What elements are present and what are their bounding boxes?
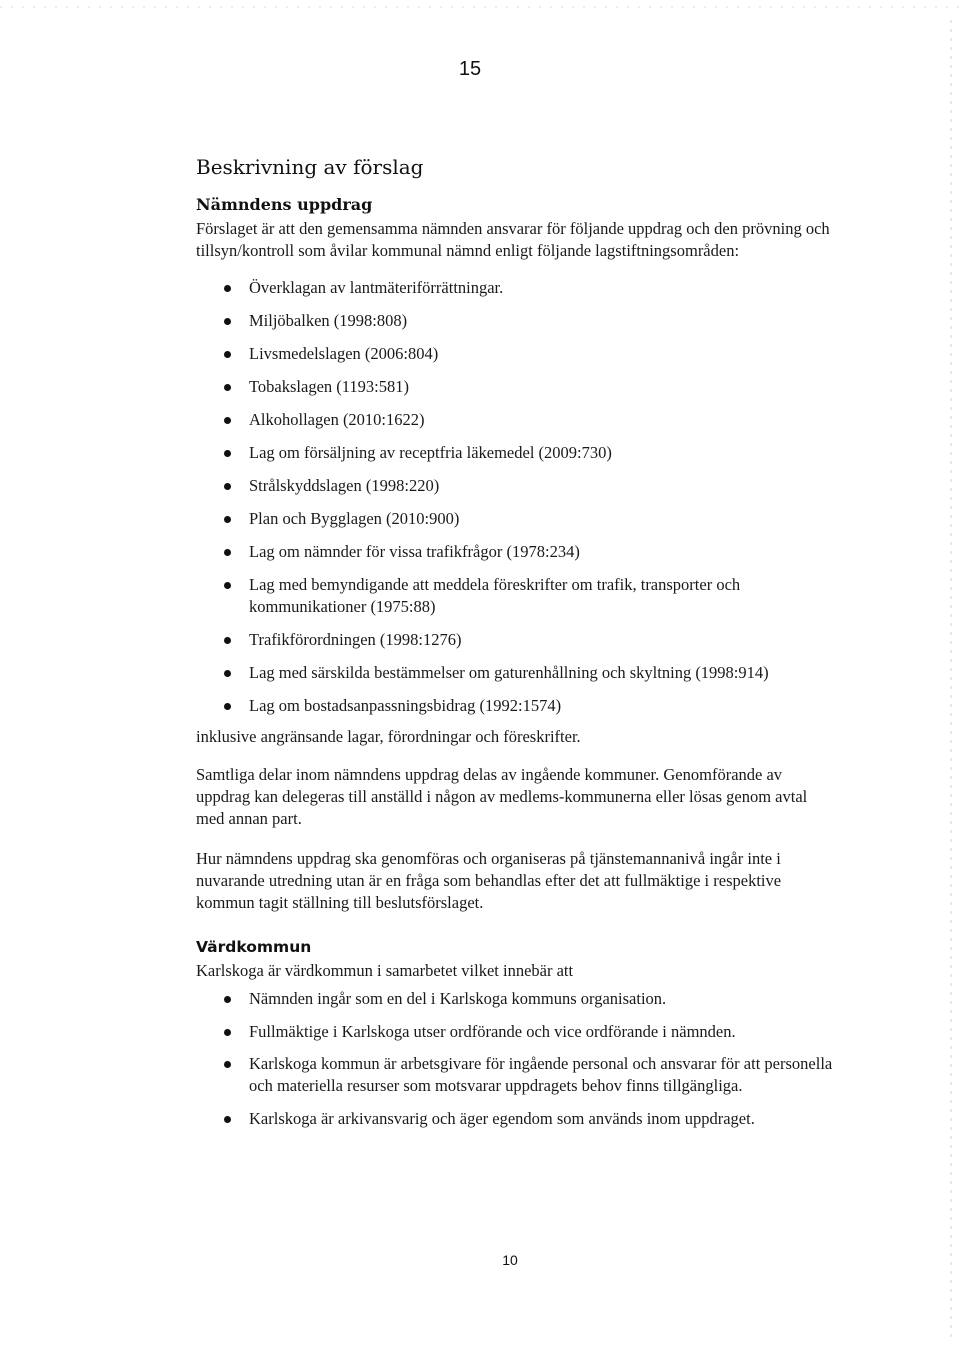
paragraph-shared-tasks: Samtliga delar inom nämndens uppdrag delas av ingående kommuner. Genomförande av uppdrag kan delegeras till anställd i någon av medlems-kommunerna eller lösas genom avtal med annan part.	[196, 765, 808, 828]
law-item	[196, 343, 836, 365]
bullet-icon	[224, 483, 231, 490]
vardkommun-text: Nämnden ingår som en del i Karlskoga kommuns organisation.	[249, 989, 667, 1008]
bullet-icon	[224, 384, 231, 391]
law-text: Miljöbalken (1998:808)	[249, 311, 408, 330]
vardkommun-item	[196, 1108, 836, 1130]
uppdrag-intro: Förslaget är att den gemensamma nämnden ansvarar för följande uppdrag och den prövning och tillsyn/kontroll som åvilar kommunal nämnd enligt följande lagstiftningsområden:	[196, 219, 830, 260]
bullet-icon	[224, 582, 231, 589]
law-item	[196, 574, 836, 618]
paragraph-organisation: Hur nämndens uppdrag ska genomföras och organiseras på tjänstemannanivå ingår inte i nuvarande utredning utan är en fråga som behandlas efter det att fullmäktige i respektive kommun tagit ställning till beslutsförslaget.	[196, 849, 782, 912]
law-text: Lag om nämnder för vissa trafikfrågor (1978:234)	[249, 542, 580, 561]
law-item	[196, 629, 836, 651]
vardkommun-text: Karlskoga är arkivansvarig och äger egendom som används inom uppdraget.	[249, 1108, 755, 1128]
law-item	[196, 376, 836, 398]
document-body	[196, 150, 836, 1140]
vardkommun-item	[196, 988, 836, 1010]
section-title: Beskrivning av förslag	[196, 155, 424, 179]
law-item	[196, 508, 836, 530]
law-item	[196, 541, 836, 563]
bullet-icon	[224, 996, 231, 1003]
law-text: Alkohollagen (2010:1622)	[249, 410, 425, 429]
page-number-bottom: 10	[502, 1252, 518, 1268]
vardkommun-item	[196, 1053, 836, 1097]
bullet-icon	[224, 1029, 231, 1036]
law-text: Tobakslagen (1193:581)	[249, 377, 409, 396]
bullet-icon	[224, 516, 231, 523]
scan-artifact-top	[0, 6, 960, 8]
law-text: Lag om bostadsanpassningsbidrag (1992:1574)	[249, 696, 562, 715]
vardkommun-list	[196, 988, 836, 1130]
bullet-icon	[224, 450, 231, 457]
vardkommun-heading: Värdkommun	[196, 938, 312, 956]
law-item	[196, 442, 836, 464]
bullet-icon	[224, 285, 231, 292]
bullet-icon	[224, 1061, 231, 1068]
law-text: Trafikförordningen (1998:1276)	[249, 630, 462, 649]
bullet-icon	[224, 1116, 231, 1123]
uppdrag-heading: Nämndens uppdrag	[196, 195, 373, 214]
bullet-icon	[224, 417, 231, 424]
inclusive-note: inklusive angränsande lagar, förordningar och föreskrifter.	[196, 727, 581, 746]
law-list	[196, 277, 836, 717]
law-text: Lag med bemyndigande att meddela föreskrifter om trafik, transporter och kommunikationer (1975:88)	[249, 575, 741, 616]
law-text: Plan och Bygglagen (2010:900)	[249, 509, 460, 528]
law-text: Strålskyddslagen (1998:220)	[249, 476, 440, 495]
scan-artifact-right	[950, 20, 952, 1340]
bullet-icon	[224, 351, 231, 358]
bullet-icon	[224, 549, 231, 556]
law-item	[196, 310, 836, 332]
bullet-icon	[224, 670, 231, 677]
bullet-icon	[224, 318, 231, 325]
law-item	[196, 409, 836, 431]
law-item	[196, 475, 836, 497]
bullet-icon	[224, 637, 231, 644]
vardkommun-text: Karlskoga kommun är arbetsgivare för ingående personal och ansvarar för att personella och materiella resurser som motsvarar uppdragets behov finns tillgängliga.	[249, 1054, 833, 1095]
bullet-icon	[224, 703, 231, 710]
law-item	[196, 695, 836, 717]
law-item	[196, 277, 836, 299]
vardkommun-intro: Karlskoga är värdkommun i samarbetet vilket innebär att	[196, 961, 574, 980]
law-text: Livsmedelslagen (2006:804)	[249, 344, 439, 363]
vardkommun-text: Fullmäktige i Karlskoga utser ordförande och vice ordförande i nämnden.	[249, 1021, 736, 1041]
law-text: Överklagan av lantmäteriförrättningar.	[249, 278, 504, 297]
law-item	[196, 662, 836, 684]
vardkommun-item	[196, 1021, 836, 1043]
page-number-top: 15	[458, 58, 482, 80]
law-text: Lag med särskilda bestämmelser om gaturenhållning och skyltning (1998:914)	[249, 663, 769, 682]
law-text: Lag om försäljning av receptfria läkemedel (2009:730)	[249, 443, 612, 462]
